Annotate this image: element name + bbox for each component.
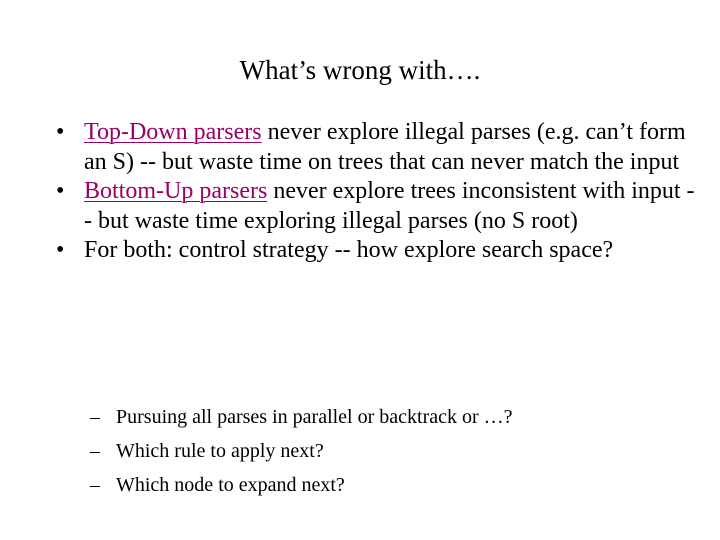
bullet-text: never explore trees inconsistent with input -- but waste time exploring illegal parses (no S root) [84, 178, 695, 234]
sub-bullet-text: Pursuing all parses in parallel or backtrack or …? [116, 406, 513, 428]
bottom-up-parsers-link[interactable]: Bottom-Up parsers [84, 178, 268, 204]
sub-bullet-rule [90, 434, 700, 468]
sub-bullet-list [90, 400, 700, 502]
bullet-marker: • [56, 178, 65, 204]
bullet-bottom-up [56, 177, 696, 236]
top-down-parsers-link[interactable]: Top-Down parsers [84, 119, 262, 145]
dash-marker: – [90, 440, 100, 462]
bullet-text: never explore illegal parses (e.g. can’t form an S) -- but waste time on trees that can never match the input [84, 119, 686, 175]
bullet-marker: • [56, 237, 65, 263]
bullet-marker: • [56, 119, 65, 145]
sub-bullet-text: Which node to expand next? [116, 474, 345, 496]
bullet-text: For both: control strategy -- how explore search space? [84, 237, 614, 263]
dash-marker: – [90, 406, 100, 428]
slide-title: What’s wrong with…. [239, 55, 481, 85]
sub-bullet-text: Which rule to apply next? [116, 440, 324, 462]
sub-bullet-parallel [90, 400, 700, 434]
bullet-for-both [56, 236, 696, 266]
bullet-list [56, 118, 696, 266]
bullet-top-down [56, 118, 696, 177]
dash-marker: – [90, 474, 100, 496]
sub-bullet-node [90, 468, 700, 502]
